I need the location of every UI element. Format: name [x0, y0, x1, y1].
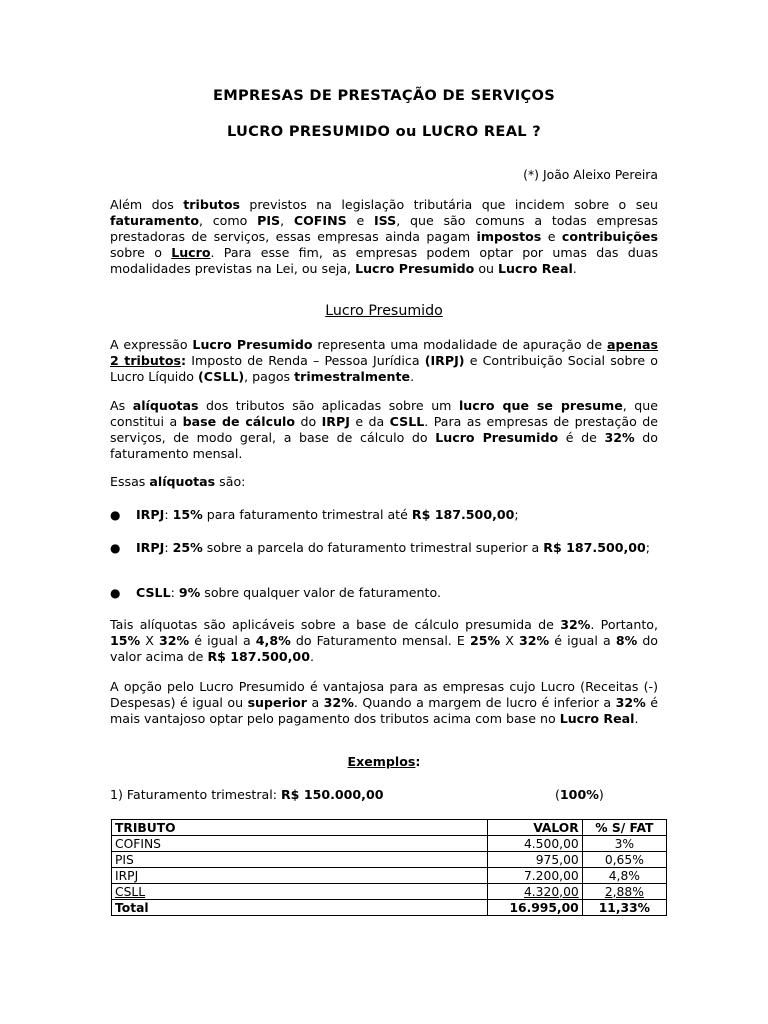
- total-valor: 16.995,00: [488, 900, 582, 916]
- paragraph-aliquotas: As alíquotas dos tributos são aplicadas sobre um lucro que se presume, que constitui a base de cálculo do IRPJ e da CSLL. Para as empresas de prestação de serviços, de modo geral, a base de cálculo do Lucro Presumido é de 32% do faturamento mensal.: [110, 398, 658, 461]
- intro-paragraph: Além dos tributos previstos na legislação tributária que incidem sobre o seu faturamento, como PIS, COFINS e ISS, que são comuns a todas empresas prestadoras de serviços, essas empresas ainda pagam impostos e contribuições sobre o Lucro. Para esse fim, as empresas podem optar por umas das duas modalidades previstas na Lei, ou seja, Lucro Presumido ou Lucro Real.: [110, 197, 659, 276]
- tax-table: [111, 819, 667, 916]
- header-percent: % S/ FAT: [582, 820, 666, 836]
- cell-percent: 2,88%: [582, 884, 666, 900]
- cell-valor: 975,00: [488, 852, 582, 868]
- bullet-dot-icon: ●: [110, 541, 121, 555]
- paragraph-aliquotas-intro: Essas alíquotas são:: [110, 474, 246, 489]
- cell-percent: 0,65%: [582, 852, 666, 868]
- table-row: [112, 868, 667, 884]
- table-row: [112, 884, 667, 900]
- cell-tributo: IRPJ: [112, 868, 488, 884]
- cell-valor: 4.320,00: [488, 884, 582, 900]
- table-header-row: [112, 820, 667, 836]
- bullet-item: [110, 540, 658, 556]
- document-title: EMPRESAS DE PRESTAÇÃO DE SERVIÇOS: [212, 87, 556, 104]
- cell-valor: 4.500,00: [488, 836, 582, 852]
- cell-valor: 7.200,00: [488, 868, 582, 884]
- example-1-percentage: (100%): [555, 787, 604, 802]
- document-subtitle: LUCRO PRESUMIDO ou LUCRO REAL ?: [226, 123, 542, 140]
- table-row: [112, 852, 667, 868]
- bullet-text: IRPJ: 25% sobre a parcela do faturamento trimestral superior a R$ 187.500,00;: [136, 540, 651, 555]
- total-label: Total: [112, 900, 488, 916]
- table-total-row: [112, 900, 667, 916]
- bullet-dot-icon: ●: [110, 586, 121, 600]
- paragraph-calculation: Tais alíquotas são aplicáveis sobre a base de cálculo presumida de 32%. Portanto, 15% X 32% é igual a 4,8% do Faturamento mensal. E 25% X 32% é igual a 8% do valor acima de R$ 187.500,00.: [110, 617, 659, 664]
- bullet-text: CSLL: 9% sobre qualquer valor de faturamento.: [136, 585, 441, 600]
- header-valor: VALOR: [488, 820, 582, 836]
- section-heading: Lucro Presumido: [325, 303, 443, 319]
- header-tributo: TRIBUTO: [112, 820, 488, 836]
- bullet-dot-icon: ●: [110, 508, 121, 522]
- paragraph-option: A opção pelo Lucro Presumido é vantajosa para as empresas cujo Lucro (Receitas (-) Despesas) é igual ou superior a 32%. Quando a margem de lucro é inferior a 32% é mais vantajoso optar pelo pagamento dos tributos acima com base no Lucro Real.: [110, 679, 658, 726]
- example-1-line: 1) Faturamento trimestral: R$ 150.000,00 (100%): [110, 787, 604, 802]
- author-credit: (*) João Aleixo Pereira: [523, 167, 658, 182]
- cell-tributo: CSLL: [112, 884, 488, 900]
- bullet-text: IRPJ: 15% para faturamento trimestral até R$ 187.500,00;: [136, 507, 519, 522]
- cell-percent: 3%: [582, 836, 666, 852]
- bullet-item: [110, 585, 658, 601]
- examples-heading: Exemplos:: [347, 754, 421, 769]
- cell-tributo: PIS: [112, 852, 488, 868]
- cell-percent: 4,8%: [582, 868, 666, 884]
- paragraph-definition: A expressão Lucro Presumido representa uma modalidade de apuração de apenas 2 tributos: Imposto de Renda – Pessoa Jurídica (IRPJ) e Contribuição Social sobre o Lucro Líquido (CSLL), pagos trimestralmente.: [110, 337, 658, 384]
- total-percent: 11,33%: [582, 900, 666, 916]
- cell-tributo: COFINS: [112, 836, 488, 852]
- bullet-item: [110, 507, 658, 523]
- table-row: [112, 836, 667, 852]
